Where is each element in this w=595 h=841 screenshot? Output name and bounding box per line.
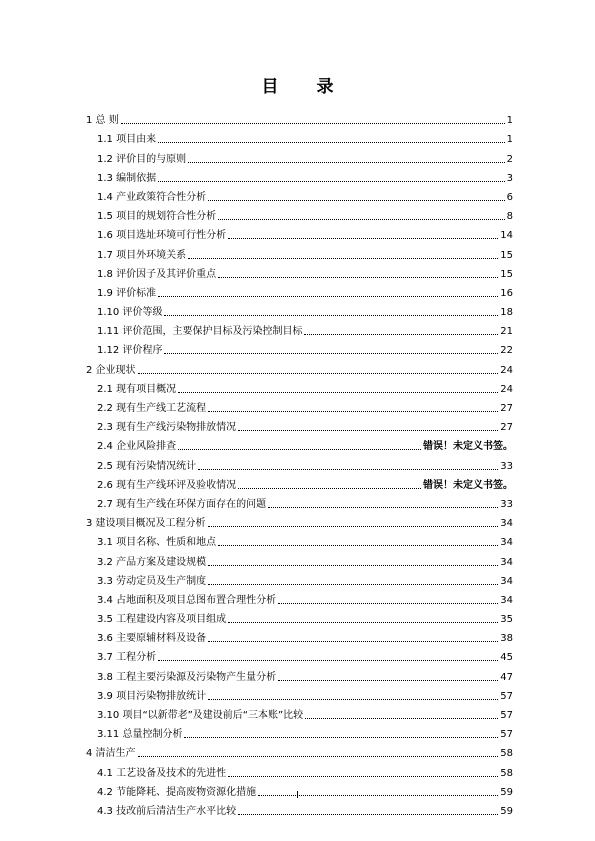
toc-leader-dots bbox=[158, 181, 505, 182]
toc-section-entry[interactable] bbox=[86, 799, 513, 818]
toc-leader-dots bbox=[138, 756, 499, 757]
toc-entry-label: 3.7 工程分析 bbox=[97, 652, 157, 664]
toc-entry-page-number: 35 bbox=[500, 614, 513, 626]
toc-entry-label: 1.5 项目的规划符合性分析 bbox=[97, 211, 217, 223]
toc-entry-label: 2.1 现有项目概况 bbox=[97, 383, 177, 395]
toc-entry-label: 4.2 节能降耗、提高废物资源化措施 bbox=[97, 786, 257, 798]
toc-entry-page-number: 2 bbox=[506, 153, 513, 165]
toc-section-entry[interactable] bbox=[86, 473, 513, 492]
toc-leader-dots bbox=[228, 776, 498, 777]
toc-section-entry[interactable] bbox=[86, 281, 513, 300]
toc-leader-dots bbox=[158, 142, 505, 143]
toc-leader-dots bbox=[238, 488, 421, 489]
toc-leader-dots bbox=[158, 660, 498, 661]
toc-leader-dots bbox=[208, 200, 505, 201]
toc-section-entry[interactable] bbox=[86, 607, 513, 626]
toc-entry-page-number: 14 bbox=[500, 230, 513, 242]
toc-entry-page-number: 34 bbox=[500, 518, 513, 530]
toc-section-entry[interactable] bbox=[86, 492, 513, 511]
toc-section-entry[interactable] bbox=[86, 185, 513, 204]
toc-entry-page-number: 18 bbox=[500, 307, 513, 319]
toc-leader-dots bbox=[218, 277, 498, 278]
toc-section-entry[interactable] bbox=[86, 223, 513, 242]
toc-section-entry[interactable] bbox=[86, 377, 513, 396]
toc-entry-page-number: 21 bbox=[500, 326, 513, 338]
toc-entry-page-number: 错误！未定义书签。 bbox=[423, 479, 513, 491]
toc-section-entry[interactable] bbox=[86, 242, 513, 261]
toc-entry-page-number: 1 bbox=[506, 115, 513, 127]
toc-entry-page-number: 34 bbox=[500, 537, 513, 549]
toc-entry-page-number: 27 bbox=[500, 422, 513, 434]
toc-entry-page-number: 24 bbox=[500, 364, 513, 376]
toc-leader-dots bbox=[228, 238, 498, 239]
toc-entry-page-number: 1 bbox=[506, 134, 513, 146]
toc-chapter-entry[interactable] bbox=[86, 741, 513, 760]
toc-section-entry[interactable] bbox=[86, 204, 513, 223]
toc-leader-dots bbox=[178, 392, 498, 393]
toc-leader-dots bbox=[208, 584, 498, 585]
toc-entry-label: 2.4 企业风险排查 bbox=[97, 441, 177, 453]
toc-leader-dots bbox=[278, 680, 498, 681]
toc-section-entry[interactable] bbox=[86, 626, 513, 645]
toc-entry-label: 1.8 评价因子及其评价重点 bbox=[97, 268, 217, 280]
toc-section-entry[interactable] bbox=[86, 127, 513, 146]
toc-section-entry[interactable] bbox=[86, 262, 513, 281]
toc-entry-label: 1.2 评价目的与原则 bbox=[97, 153, 187, 165]
toc-entry-page-number: 16 bbox=[500, 287, 513, 299]
toc-entry-label: 2 企业现状 bbox=[86, 364, 136, 376]
toc-entry-page-number: 57 bbox=[500, 710, 513, 721]
toc-leader-dots bbox=[305, 718, 498, 719]
toc-entry-label: 3.5 工程建设内容及项目组成 bbox=[97, 614, 227, 626]
toc-entry-page-number: 38 bbox=[500, 633, 513, 645]
toc-section-entry[interactable] bbox=[86, 453, 513, 472]
toc-entry-label: 3.3 劳动定员及生产制度 bbox=[97, 575, 207, 587]
toc-leader-dots bbox=[228, 622, 498, 623]
toc-entry-page-number: 27 bbox=[500, 403, 513, 414]
toc-entry-label: 1.12 评价程序 bbox=[97, 345, 163, 357]
toc-entry-label: 2.3 现有生产线污染物排放情况 bbox=[97, 422, 237, 434]
toc-leader-dots bbox=[208, 565, 498, 566]
toc-leader-dots bbox=[238, 814, 498, 815]
toc-entry-label: 3.10 项目“以新带老”及建设前后“三本账”比较 bbox=[97, 710, 304, 721]
toc-entry-page-number: 24 bbox=[500, 383, 513, 395]
toc-section-entry[interactable] bbox=[86, 569, 513, 588]
toc-section-entry[interactable] bbox=[86, 664, 513, 683]
toc-chapter-entry[interactable] bbox=[86, 511, 513, 530]
toc-entry-page-number: 22 bbox=[500, 345, 513, 357]
toc-entry-page-number: 8 bbox=[506, 211, 513, 223]
toc-leader-dots bbox=[188, 258, 498, 259]
toc-entry-label: 3.4 占地面积及项目总图布置合理性分析 bbox=[97, 594, 277, 606]
toc-entry-label: 1 总 则 bbox=[86, 115, 119, 127]
toc-title: 目 录 bbox=[261, 77, 350, 97]
toc-section-entry[interactable] bbox=[86, 645, 513, 664]
toc-entry-page-number: 15 bbox=[500, 249, 513, 261]
toc-entry-page-number: 59 bbox=[500, 786, 513, 798]
toc-entry-label: 1.3 编制依据 bbox=[97, 172, 157, 184]
toc-section-entry[interactable] bbox=[86, 338, 513, 357]
toc-entry-page-number: 34 bbox=[500, 556, 513, 568]
toc-entry-page-number: 错误！未定义书签。 bbox=[423, 441, 513, 453]
page-number-footer: I bbox=[296, 790, 299, 801]
toc-section-entry[interactable] bbox=[86, 166, 513, 185]
toc-section-entry[interactable] bbox=[86, 760, 513, 779]
toc-leader-dots bbox=[208, 411, 498, 412]
toc-leader-dots bbox=[188, 162, 505, 163]
toc-leader-dots bbox=[208, 641, 498, 642]
toc-section-entry[interactable] bbox=[86, 530, 513, 549]
toc-entry-label: 4 清洁生产 bbox=[86, 748, 136, 760]
toc-leader-dots bbox=[178, 449, 421, 450]
toc-entry-label: 2.6 现有生产线环评及验收情况 bbox=[97, 479, 237, 491]
toc-leader-dots bbox=[238, 430, 498, 431]
toc-section-entry[interactable] bbox=[86, 684, 513, 703]
toc-entry-page-number: 6 bbox=[506, 191, 513, 203]
toc-entry-page-number: 57 bbox=[500, 729, 513, 741]
toc-section-entry[interactable] bbox=[86, 146, 513, 165]
toc-entry-label: 1.9 评价标准 bbox=[97, 287, 157, 299]
toc-entry-label: 2.5 现有污染情况统计 bbox=[97, 460, 197, 472]
toc-leader-dots bbox=[208, 699, 498, 700]
toc-entry-label: 2.2 现有生产线工艺流程 bbox=[97, 403, 207, 414]
toc-entry-label: 3.1 项目名称、性质和地点 bbox=[97, 537, 217, 549]
toc-entry-label: 1.6 项目选址环境可行性分析 bbox=[97, 230, 227, 242]
toc-leader-dots bbox=[158, 296, 498, 297]
toc-entry-label: 3.9 项目污染物排放统计 bbox=[97, 690, 207, 702]
toc-entry-label: 2.7 现有生产线在环保方面存在的问题 bbox=[97, 498, 267, 510]
toc-section-entry[interactable] bbox=[86, 434, 513, 453]
toc-entry-label: 3.6 主要原辅材料及设备 bbox=[97, 633, 207, 645]
toc-entry-label: 1.10 评价等级 bbox=[97, 307, 163, 319]
toc-leader-dots bbox=[164, 353, 498, 354]
toc-entry-label: 1.11 评价范围，主要保护目标及污染控制目标 bbox=[97, 326, 303, 338]
toc-leader-dots bbox=[184, 737, 498, 738]
toc-entry-page-number: 58 bbox=[500, 767, 513, 779]
toc-entry-page-number: 45 bbox=[500, 652, 513, 664]
toc-entry-label: 1.1 项目由来 bbox=[97, 134, 157, 146]
toc-section-entry[interactable] bbox=[86, 396, 513, 415]
toc-leader-dots bbox=[164, 315, 498, 316]
toc-leader-dots bbox=[278, 603, 498, 604]
toc-leader-dots bbox=[218, 545, 498, 546]
toc-section-entry[interactable] bbox=[86, 415, 513, 434]
toc-leader-dots bbox=[138, 373, 499, 374]
toc-entry-page-number: 34 bbox=[500, 575, 513, 587]
toc-leader-dots bbox=[218, 219, 505, 220]
toc-entry-page-number: 15 bbox=[500, 268, 513, 280]
toc-entry-page-number: 33 bbox=[500, 460, 513, 472]
toc-entry-label: 4.3 技改前后清洁生产水平比较 bbox=[97, 805, 237, 817]
toc-chapter-entry[interactable] bbox=[86, 357, 513, 376]
toc-leader-dots bbox=[121, 123, 505, 124]
toc-leader-dots bbox=[304, 334, 498, 335]
toc-entry-label: 4.1 工艺设备及技术的先进性 bbox=[97, 767, 227, 779]
toc-section-entry[interactable] bbox=[86, 722, 513, 741]
toc-entry-page-number: 3 bbox=[506, 172, 513, 184]
toc-entry-label: 1.4 产业政策符合性分析 bbox=[97, 191, 207, 203]
toc-chapter-entry[interactable] bbox=[86, 108, 513, 127]
toc-entry-page-number: 34 bbox=[500, 594, 513, 606]
toc-entry-page-number: 57 bbox=[500, 690, 513, 702]
toc-section-entry[interactable] bbox=[86, 319, 513, 338]
toc-entry-page-number: 58 bbox=[500, 748, 513, 760]
toc-entry-label: 1.7 项目外环境关系 bbox=[97, 249, 187, 261]
toc-entry-label: 3.8 工程主要污染源及污染物产生量分析 bbox=[97, 671, 277, 683]
toc-entry-page-number: 47 bbox=[500, 671, 513, 683]
toc-entry-page-number: 59 bbox=[500, 805, 513, 817]
toc-section-entry[interactable] bbox=[86, 300, 513, 319]
toc-entry-page-number: 33 bbox=[500, 498, 513, 510]
toc-leader-dots bbox=[208, 526, 499, 527]
toc-section-entry[interactable] bbox=[86, 588, 513, 607]
toc-entry-label: 3 建设项目概况及工程分析 bbox=[86, 518, 206, 530]
toc-leader-dots bbox=[198, 469, 498, 470]
toc-section-entry[interactable] bbox=[86, 703, 513, 722]
toc-leader-dots bbox=[268, 507, 498, 508]
toc-entry-label: 3.11 总量控制分析 bbox=[97, 729, 183, 741]
toc-entry-label: 3.2 产品方案及建设规模 bbox=[97, 556, 207, 568]
toc-section-entry[interactable] bbox=[86, 549, 513, 568]
table-of-contents bbox=[86, 108, 513, 818]
